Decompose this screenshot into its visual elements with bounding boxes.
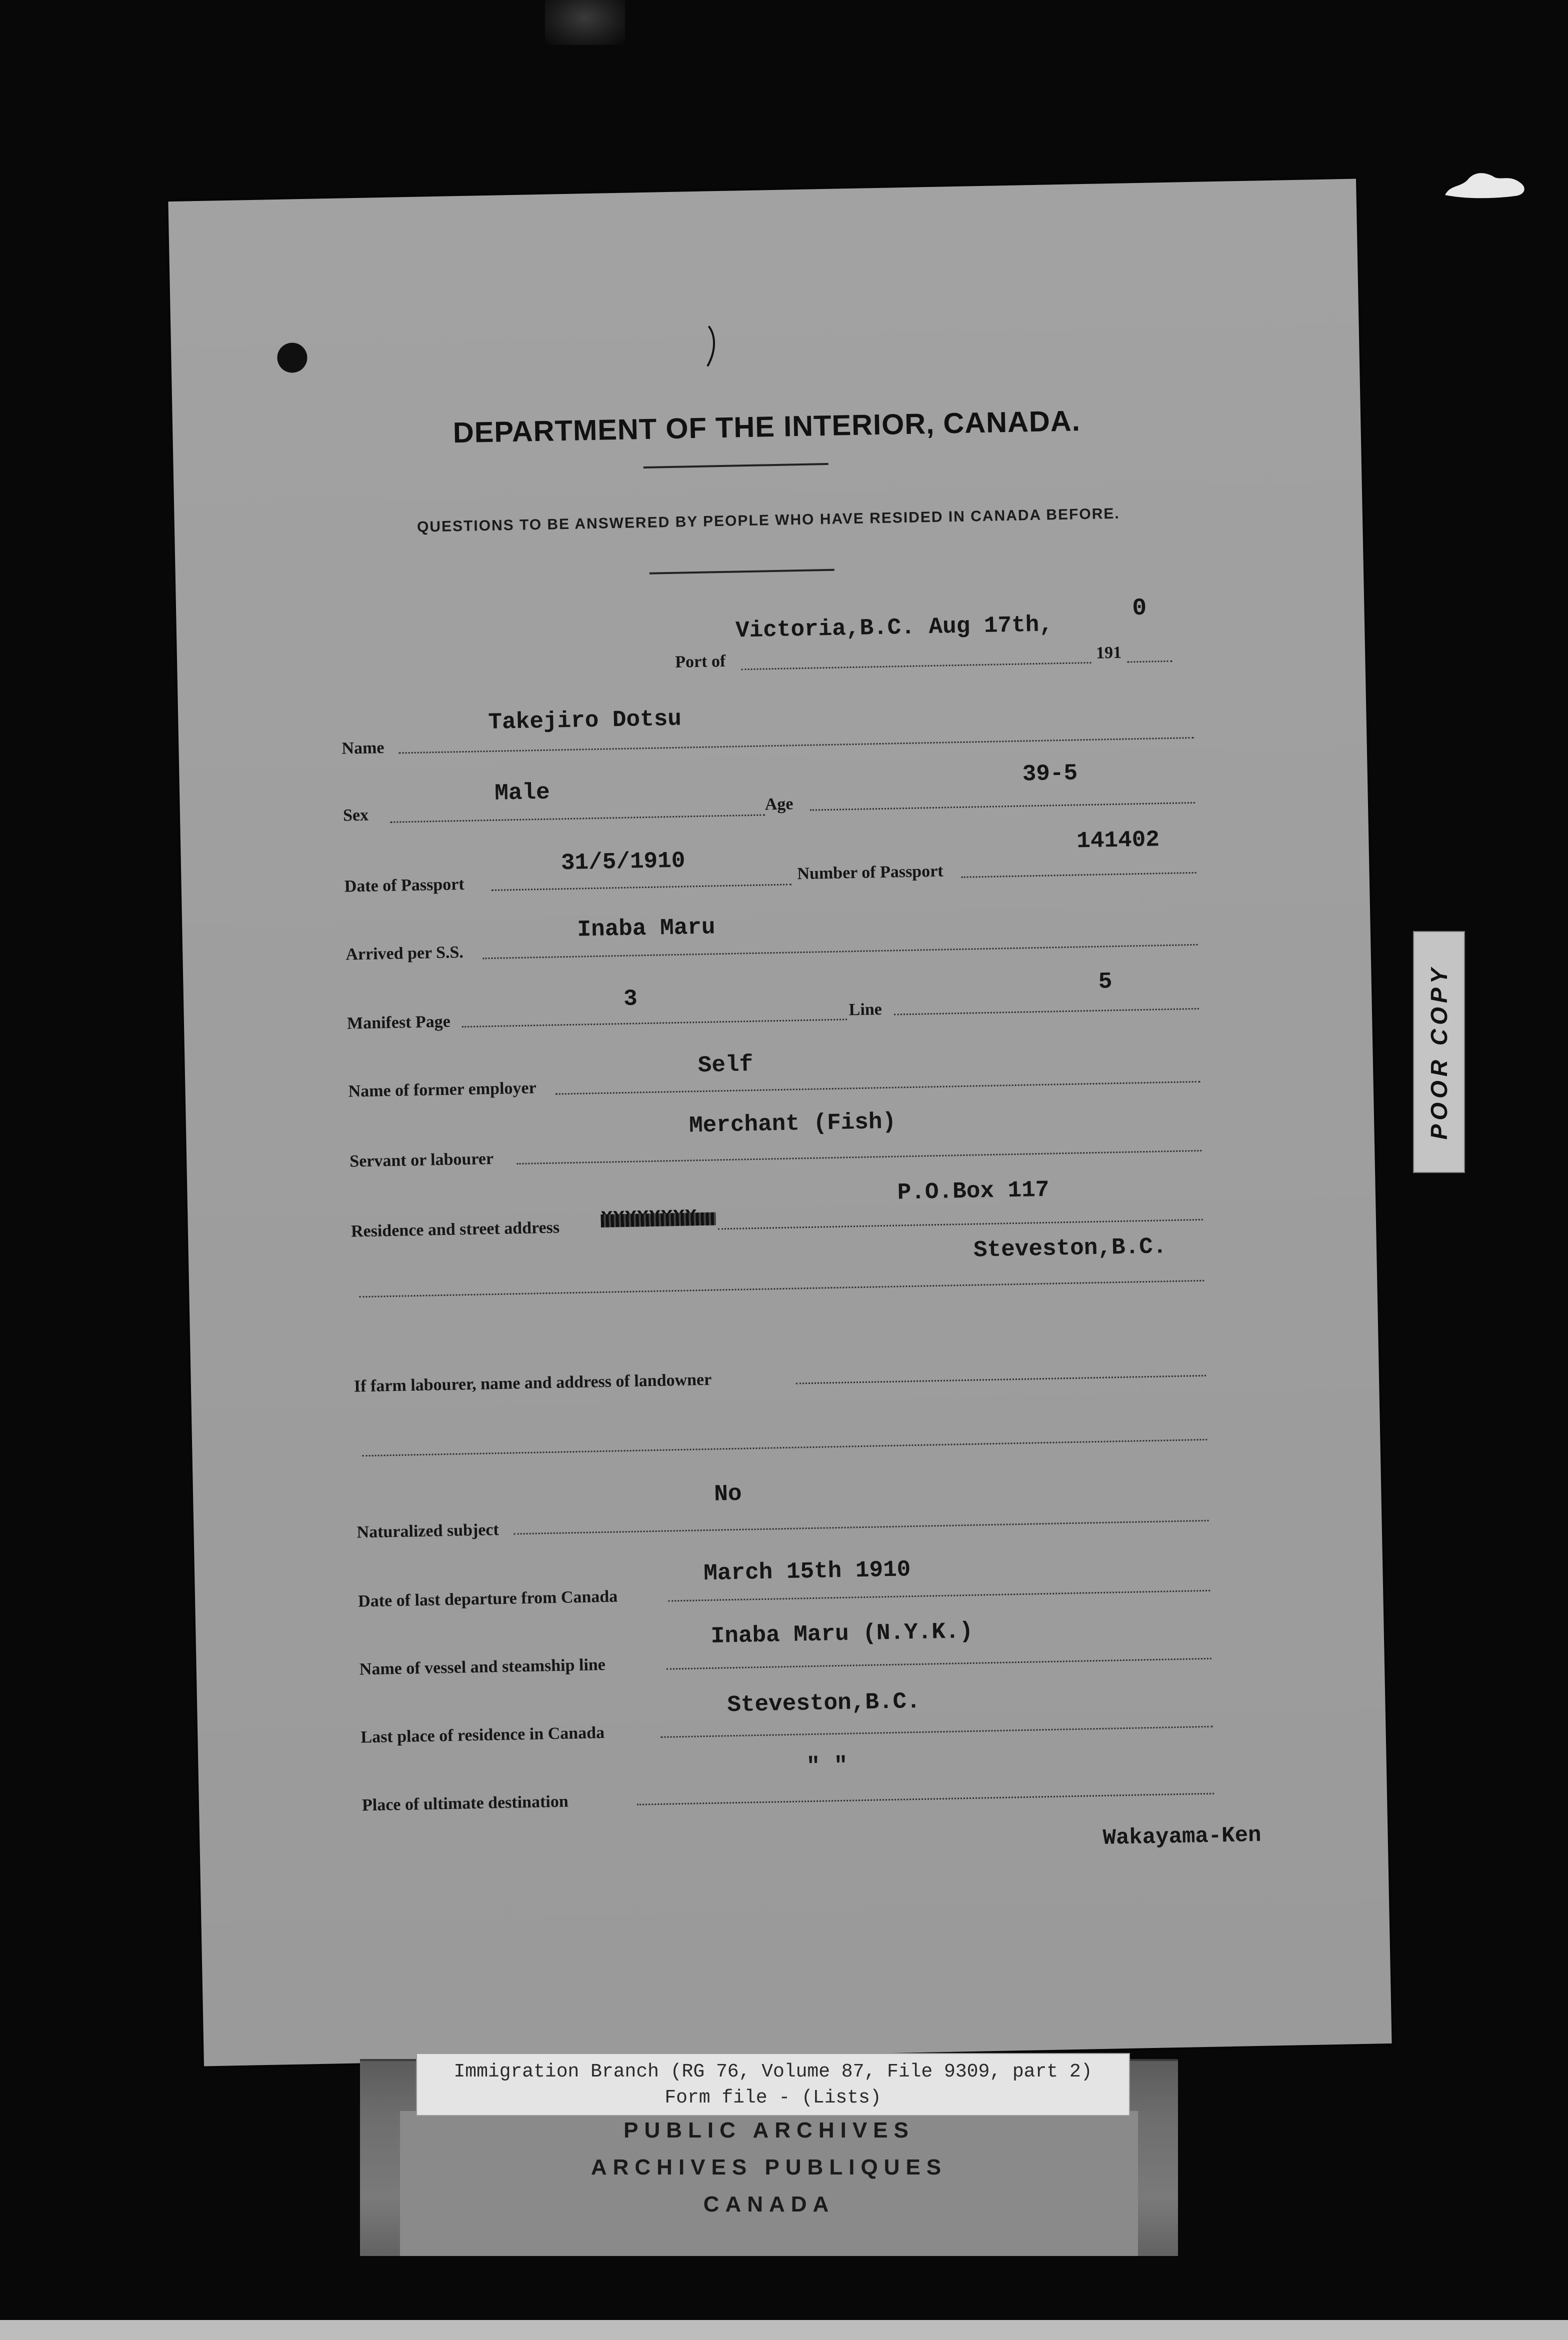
name-line bbox=[399, 737, 1194, 754]
vessel-line-value: Inaba Maru (N.Y.K.) bbox=[710, 1618, 974, 1650]
port-year-suffix: 0 bbox=[1132, 594, 1147, 622]
archive-reference-label bbox=[416, 2053, 1130, 2116]
ultimate-destination-label: Place of ultimate destination bbox=[362, 1792, 569, 1815]
age-line bbox=[810, 802, 1195, 811]
residence-strikeout bbox=[600, 1212, 716, 1228]
passport-number-value: 141402 bbox=[1076, 826, 1160, 854]
farm-labourer-label: If farm labourer, name and address of landowner bbox=[354, 1370, 712, 1396]
arrived-per-line bbox=[483, 944, 1198, 959]
farm-labourer-line-2 bbox=[362, 1439, 1208, 1456]
residence-value-line2: Steveston,B.C. bbox=[973, 1234, 1167, 1264]
page-title: DEPARTMENT OF THE INTERIOR, CANADA. bbox=[452, 404, 1081, 450]
passport-date-line bbox=[492, 884, 792, 891]
residence-line-2 bbox=[360, 1280, 1204, 1298]
ultimate-destination-value: " " bbox=[806, 1752, 848, 1780]
sex-label: Sex bbox=[342, 806, 369, 825]
sex-line bbox=[390, 814, 765, 822]
farm-labourer-line bbox=[796, 1375, 1206, 1384]
manifest-page-line bbox=[462, 1018, 847, 1028]
manifest-page-value: 3 bbox=[623, 986, 638, 1012]
ultimate-destination-line bbox=[637, 1793, 1214, 1806]
paper-scrap bbox=[1440, 165, 1530, 205]
archives-line-3: CANADA bbox=[703, 2192, 835, 2216]
last-departure-label: Date of last departure from Canada bbox=[358, 1587, 618, 1611]
archive-reference-line-1: Immigration Branch (RG 76, Volume 87, File 9309, part 2) bbox=[454, 2061, 1092, 2082]
age-value: 39-5 bbox=[1022, 760, 1078, 788]
passport-number-line bbox=[962, 872, 1196, 878]
archives-line-2: ARCHIVES PUBLIQUES bbox=[590, 2155, 948, 2180]
port-line bbox=[742, 662, 1092, 670]
subtitle-rule bbox=[650, 569, 834, 574]
bottom-edge-strip bbox=[0, 2320, 1568, 2340]
poor-copy-tab bbox=[1413, 931, 1465, 1173]
port-value: Victoria,B.C. Aug 17th, bbox=[735, 612, 1054, 644]
former-employer-line bbox=[556, 1081, 1200, 1095]
vessel-line-line bbox=[666, 1658, 1212, 1670]
archives-line-1: PUBLIC ARCHIVES bbox=[624, 2118, 914, 2142]
port-year-line bbox=[1127, 660, 1172, 663]
passport-date-label: Date of Passport bbox=[344, 875, 464, 896]
manifest-page-label: Manifest Page bbox=[346, 1012, 451, 1033]
line-value: 5 bbox=[1098, 968, 1112, 995]
former-employer-value: Self bbox=[698, 1052, 754, 1079]
last-departure-line bbox=[668, 1590, 1210, 1602]
port-year-prefix: 191 bbox=[1096, 643, 1122, 662]
port-label: Port of bbox=[674, 652, 726, 672]
punch-hole bbox=[277, 342, 308, 373]
servant-labourer-value: Merchant (Fish) bbox=[688, 1108, 896, 1139]
title-rule bbox=[644, 463, 828, 468]
last-departure-value: March 15th 1910 bbox=[703, 1556, 911, 1587]
residence-line bbox=[718, 1219, 1203, 1230]
residence-label: Residence and street address bbox=[350, 1218, 560, 1241]
residence-value-line1: P.O.Box 117 bbox=[897, 1176, 1050, 1206]
former-employer-label: Name of former employer bbox=[348, 1078, 536, 1101]
naturalized-line bbox=[514, 1520, 1209, 1535]
name-label: Name bbox=[342, 738, 384, 758]
extra-note: Wakayama-Ken bbox=[1102, 1822, 1262, 1851]
line-line bbox=[894, 1008, 1199, 1016]
pencil-mark bbox=[702, 324, 720, 370]
servant-labourer-label: Servant or labourer bbox=[349, 1150, 494, 1171]
last-residence-value: Steveston,B.C. bbox=[726, 1688, 921, 1718]
name-value: Takejiro Dotsu bbox=[488, 706, 682, 736]
age-label: Age bbox=[764, 794, 794, 814]
form-page bbox=[168, 179, 1392, 2066]
top-smudge bbox=[545, 0, 625, 45]
passport-number-label: Number of Passport bbox=[797, 862, 944, 884]
arrived-per-value: Inaba Maru bbox=[577, 914, 716, 943]
archives-stamp-inner bbox=[400, 2111, 1138, 2256]
arrived-per-label: Arrived per S.S. bbox=[346, 943, 464, 964]
archive-reference-line-2: Form file - (Lists) bbox=[664, 2087, 882, 2108]
servant-labourer-line bbox=[516, 1150, 1202, 1164]
naturalized-label: Naturalized subject bbox=[356, 1520, 500, 1542]
sex-value: Male bbox=[494, 779, 550, 806]
naturalized-value: No bbox=[714, 1480, 742, 1508]
last-residence-line bbox=[661, 1726, 1213, 1738]
last-residence-label: Last place of residence in Canada bbox=[360, 1723, 605, 1747]
line-label: Line bbox=[848, 1000, 882, 1020]
passport-date-value: 31/5/1910 bbox=[560, 848, 686, 876]
form-subtitle: QUESTIONS TO BE ANSWERED BY PEOPLE WHO HAVE RESIDED IN CANADA BEFORE. bbox=[416, 505, 1120, 536]
vessel-line-label: Name of vessel and steamship line bbox=[359, 1655, 606, 1679]
poor-copy-text: POOR COPY bbox=[1426, 964, 1452, 1140]
